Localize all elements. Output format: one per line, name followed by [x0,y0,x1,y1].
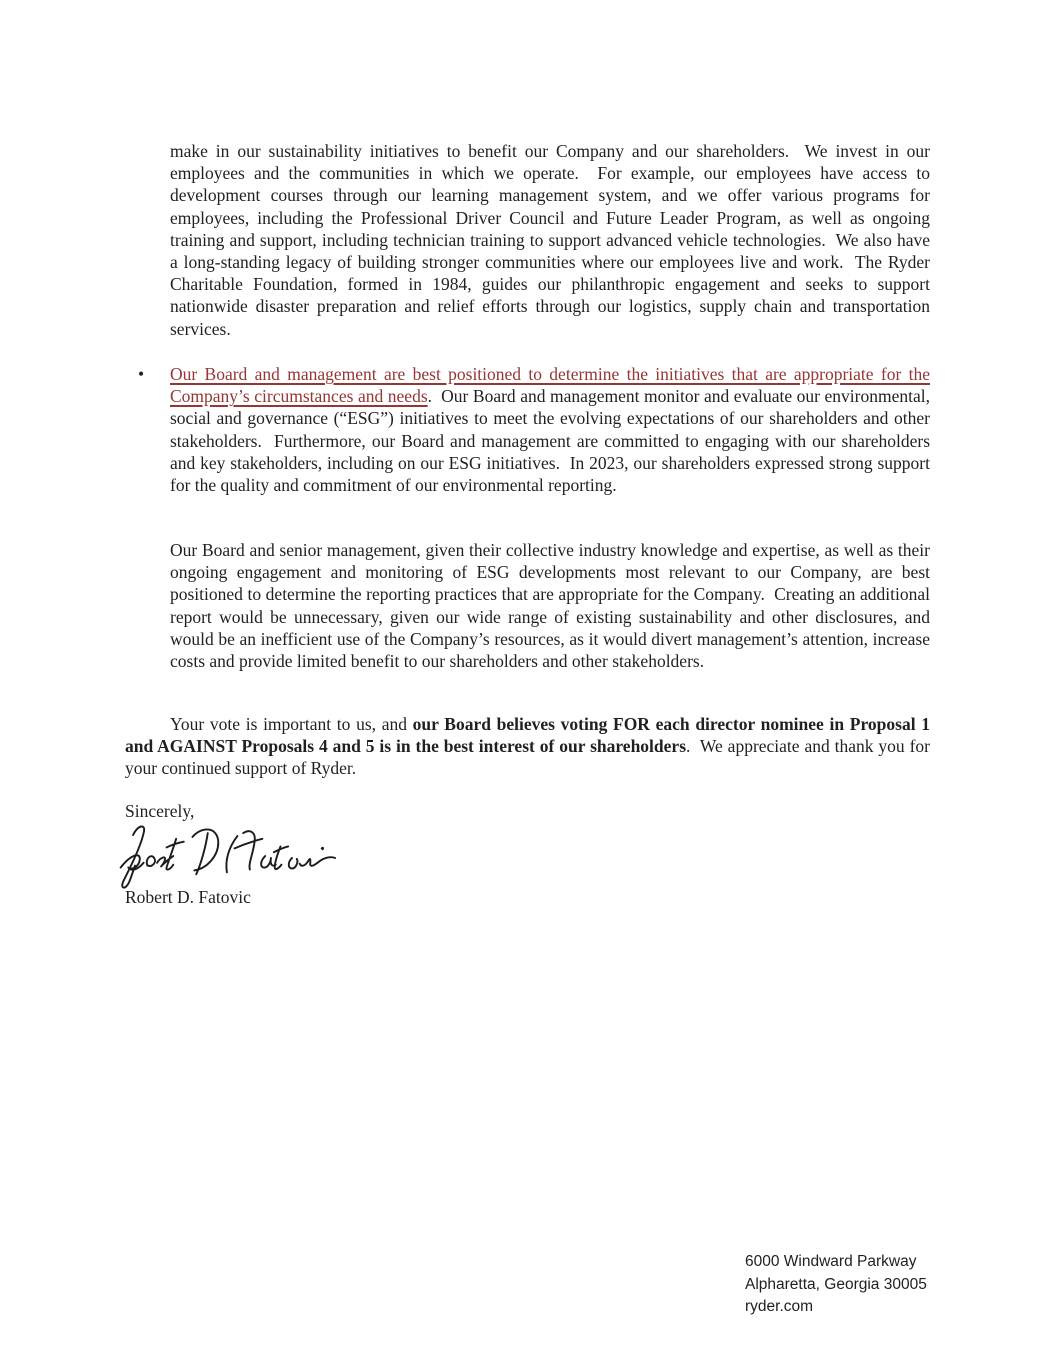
bullet-marker: • [138,364,145,384]
signature-robert-d-fatovic-image [112,820,337,895]
bullet-lead-underlined: Our Board and management are best positioned to determine the initiatives that are appropriate for the Company’s circumstances and needs [170,364,930,407]
bullet-text [170,363,930,496]
signature-stroke [192,829,218,874]
closing-sincerely: Sincerely, [125,801,195,821]
footer-address-line1: 6000 Windward Parkway [745,1253,917,1270]
paragraph-vote [125,713,930,780]
vote-text-plain-trail: . We appreciate and thank you for your continued support of Ryder. [125,736,930,779]
paragraph-board-senior-management: Our Board and senior management, given their collective industry knowledge and expertise, as well as their ongoing engagement and monitoring of ESG developments most relevant to our Company, are best positioned to determine the reporting practices that are appropriate for the Company. Creating an additional report would be unnecessary, given our wide range of existing sustainability and other disclosures, and would be an inefficient use of the Company’s resources, as it would divert management’s attention, increase costs and provide limited benefit to our shareholders and other stakeholders. [170,540,930,672]
signature-stroke [235,831,263,869]
footer-address-block [745,1251,927,1319]
bullet-item-board-positioned [138,363,930,496]
vote-text-plain-lead: Your vote is important to us, and [170,714,413,734]
signature-i-dot [322,848,323,850]
vote-text-bold: our Board believes voting FOR each director nominee in Proposal 1 and AGAINST Proposals 4 and 5 is in the best interest of our shareholders [125,714,931,757]
signature-stroke [289,857,335,868]
footer-website: ryder.com [745,1298,814,1315]
signature-stroke [261,846,288,869]
bullet-rest-text: . Our Board and management monitor and evaluate our environmental, social and governance (“ESG”) initiatives to meet the evolving expectations of our shareholders and other stakeholders. Furthermore, our Board and management are committed to engaging with our shareholders and key stakeholders, including on our ESG initiatives. In 2023, our shareholders expressed strong support for the quality and commitment of our environmental reporting. [170,386,930,496]
signature-stroke [226,836,237,872]
footer-address-line2: Alpharetta, Georgia 30005 [745,1275,927,1293]
signature-stroke [147,839,184,870]
signer-name: Robert D. Fatovic [125,887,251,907]
paragraph-sustainability: make in our sustainability initiatives to benefit our Company and our shareholders. We invest in our employees and the communities in which we operate. For example, our employees have access to development courses through our learning management system, and we offer various programs for employees, including the Professional Driver Council and Future Leader Program, as well as ongoing training and support, including technician training to support advanced vehicle technologies. We also have a long-standing legacy of building stronger communities where our employees live and work. The Ryder Charitable Foundation, formed in 1984, guides our philanthropic engagement and seeks to support nationwide disaster preparation and relief efforts through our logistics, supply chain and transportation services. [170,141,930,339]
